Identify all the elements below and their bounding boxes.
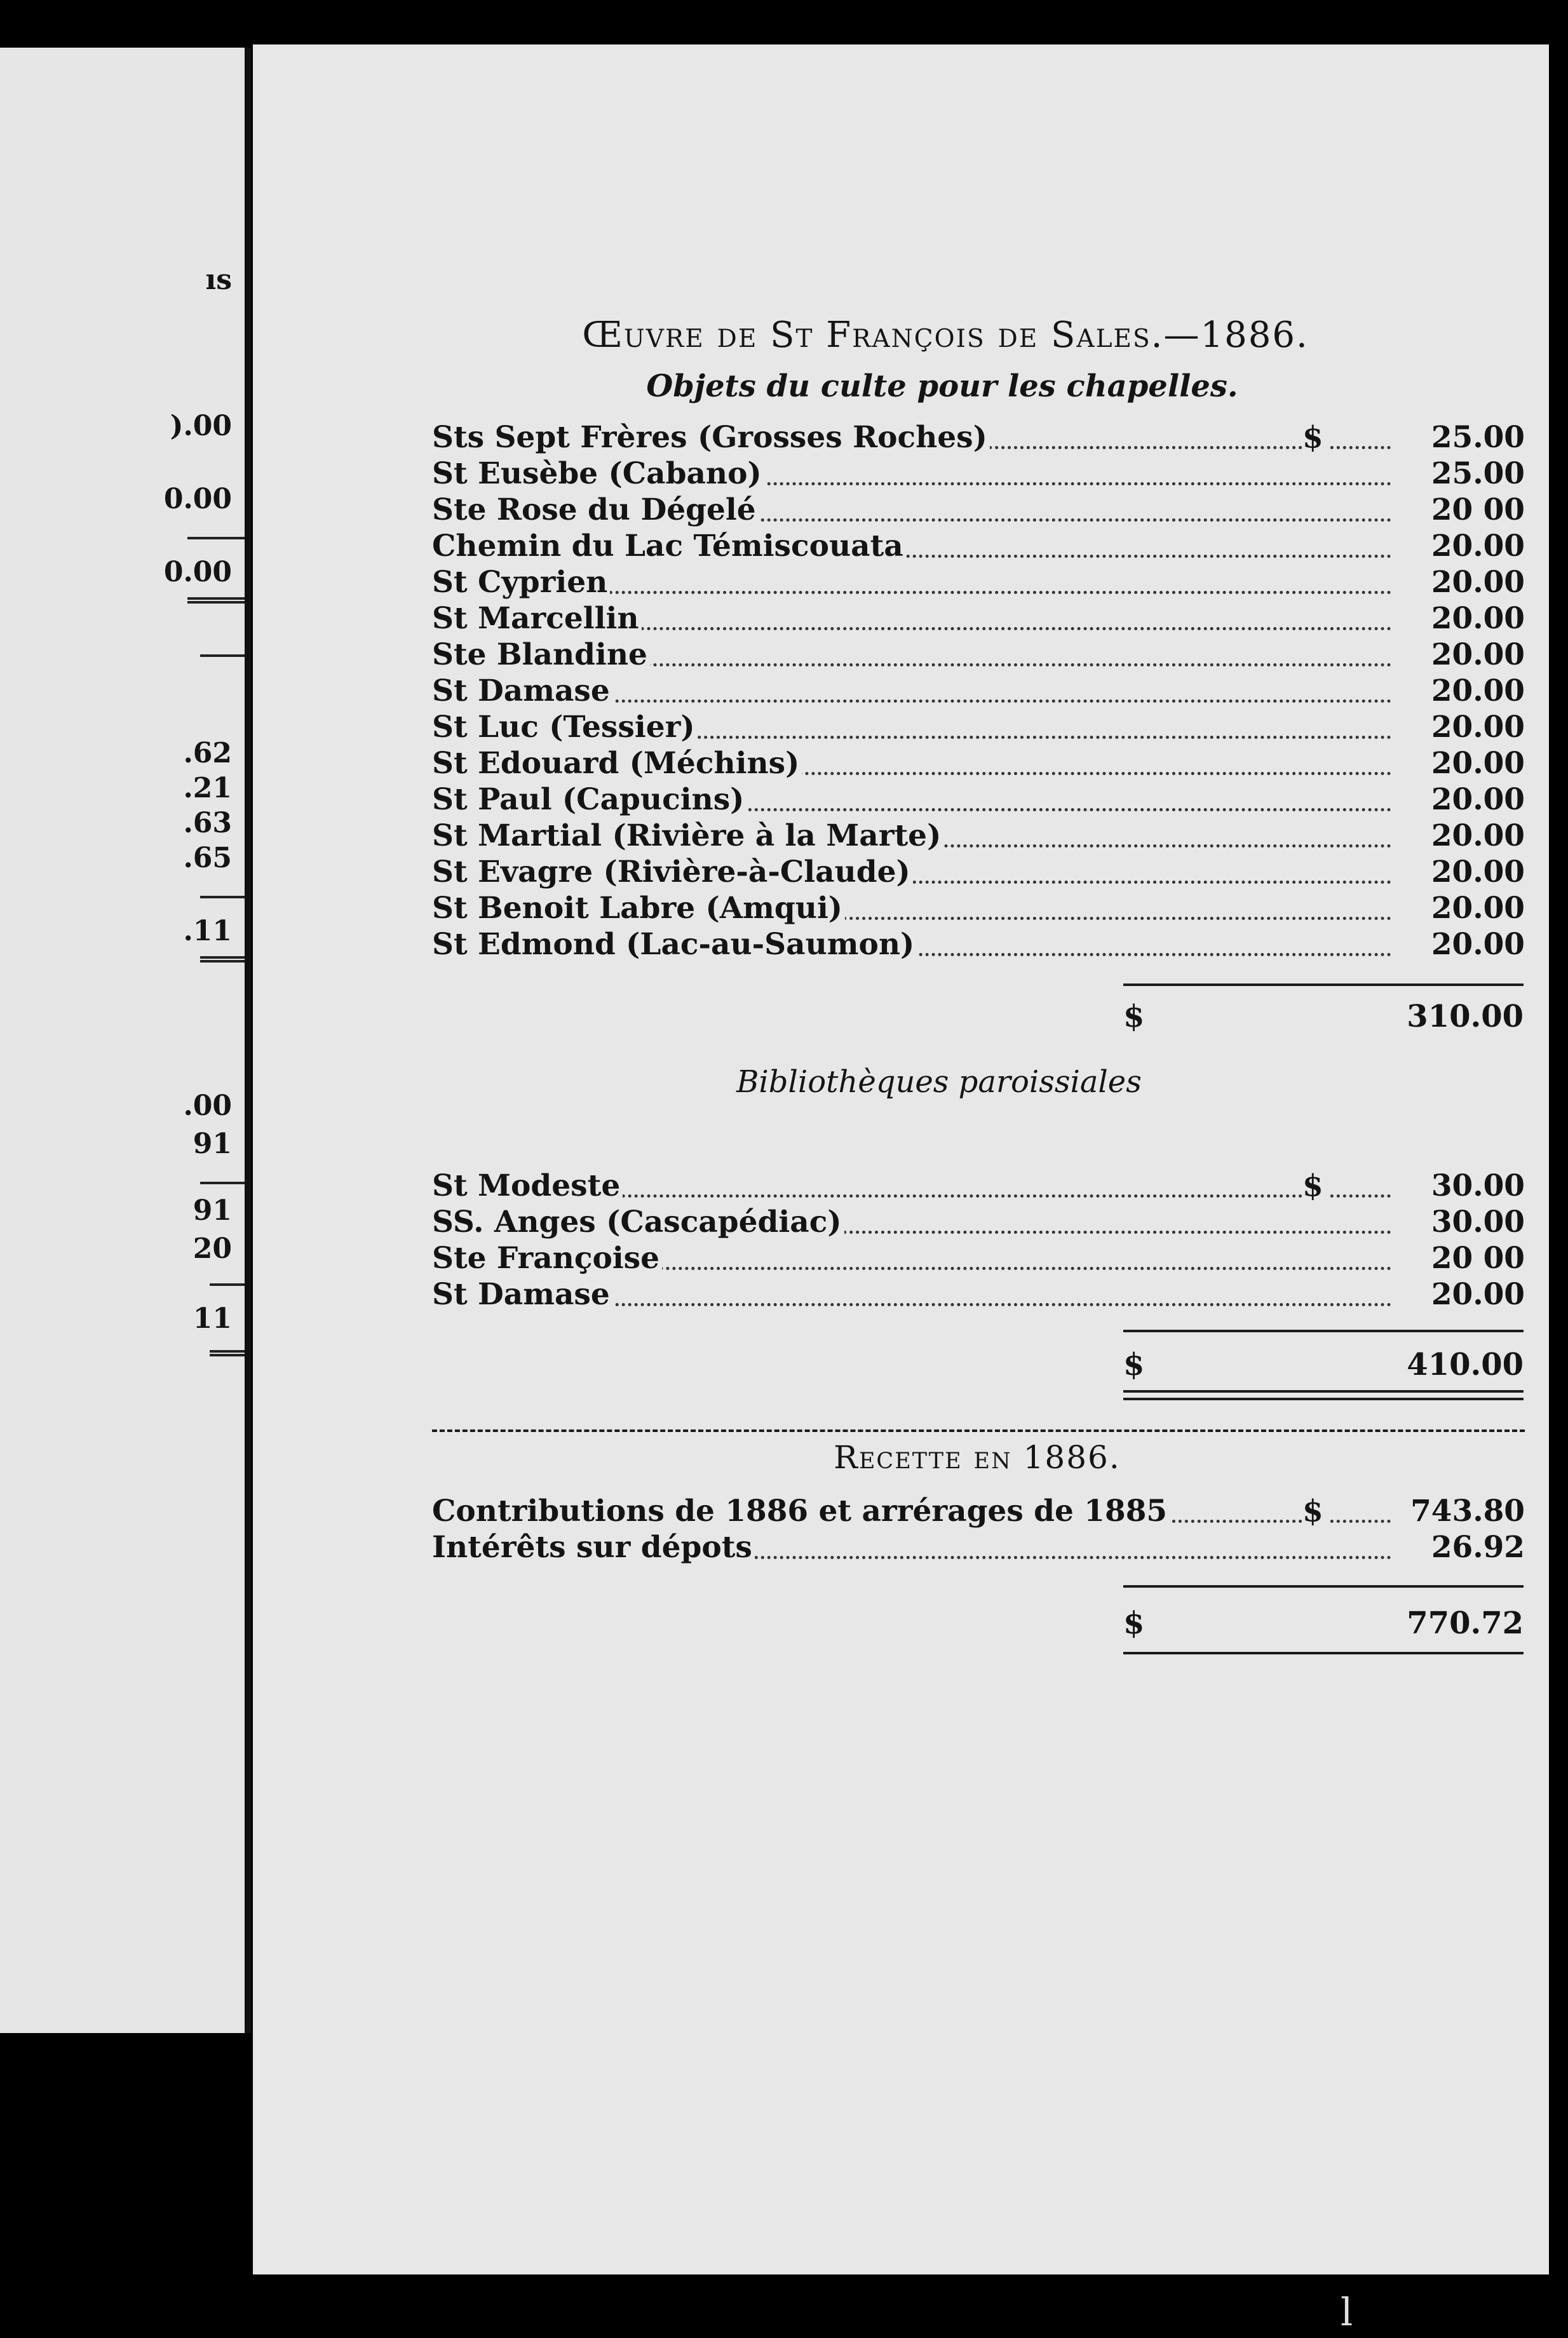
left-rule	[200, 896, 245, 898]
page-title: Œuvre de St François de Sales.—1886.	[582, 314, 1309, 356]
ledger-row	[432, 673, 1525, 710]
row-currency: $	[1302, 1493, 1328, 1530]
row-amount: 20.00	[1431, 637, 1525, 672]
row-amount: 20.00	[1431, 818, 1525, 853]
left-rule	[210, 1283, 245, 1286]
row-label: St Paul (Capucins)	[432, 781, 747, 818]
row-label: Chemin du Lac Témiscouata	[432, 528, 906, 565]
left-rule	[210, 1350, 245, 1356]
left-rule	[187, 537, 245, 539]
document-page	[253, 44, 1549, 2274]
left-fragment: ).00	[170, 410, 232, 442]
ledger-row	[432, 1204, 1525, 1241]
left-fragment: 91	[193, 1128, 232, 1160]
left-fragment: ıs	[205, 264, 232, 296]
row-amount: 20 00	[1431, 1241, 1525, 1276]
left-rule	[200, 1182, 245, 1184]
row-amount: 20.00	[1431, 710, 1525, 745]
left-fragment: .65	[183, 842, 232, 874]
left-fragment: .11	[183, 915, 232, 947]
ledger-row	[432, 419, 1525, 456]
row-amount: 20.00	[1431, 746, 1525, 781]
row-label: St Edouard (Méchins)	[432, 745, 802, 782]
ledger-row	[432, 564, 1525, 601]
ledger-row	[432, 1240, 1525, 1277]
row-amount: 30.00	[1431, 1205, 1525, 1240]
ledger-row	[432, 637, 1525, 673]
section-title-receipts: Recette en 1886.	[834, 1439, 1121, 1476]
row-label: St Modeste	[432, 1168, 623, 1205]
page-mark: l	[1341, 2290, 1353, 2335]
ledger-row	[432, 818, 1525, 855]
row-label: St Damase	[432, 673, 612, 710]
row-amount: 25.00	[1431, 420, 1525, 455]
row-label: SS. Anges (Cascapédiac)	[432, 1204, 844, 1241]
row-label: St Marcellin	[432, 600, 642, 637]
section-separator	[432, 1429, 1525, 1432]
section-total	[1123, 1604, 1524, 1642]
total-amount: 410.00	[1407, 1347, 1524, 1382]
left-rule	[200, 654, 245, 657]
row-currency: $	[1302, 419, 1328, 456]
ledger-row	[432, 709, 1525, 746]
total-currency: $	[1123, 1605, 1145, 1641]
total-underline	[1123, 1652, 1524, 1654]
ledger-row	[432, 1276, 1525, 1313]
ledger-row	[432, 492, 1525, 529]
total-amount: 770.72	[1407, 1605, 1524, 1641]
row-amount: 20 00	[1431, 492, 1525, 527]
row-amount: 20.00	[1431, 673, 1525, 708]
row-label: St Evagre (Rivière-à-Claude)	[432, 854, 913, 891]
total-amount: 310.00	[1407, 999, 1524, 1034]
left-fragment: .62	[183, 737, 232, 769]
left-fragment: 11	[193, 1302, 232, 1335]
section-total	[1123, 997, 1524, 1036]
row-label: Ste Françoise	[432, 1240, 662, 1277]
row-label: Ste Blandine	[432, 637, 650, 673]
section-title-libraries: Bibliothèques paroissiales	[736, 1064, 1142, 1100]
row-amount: 20.00	[1431, 891, 1525, 926]
left-fragment: .00	[183, 1090, 232, 1122]
ledger-row	[432, 854, 1525, 891]
page-binding	[245, 48, 251, 2033]
row-amount: 20.00	[1431, 565, 1525, 600]
row-amount: 20.00	[1431, 601, 1525, 636]
row-amount: 20.00	[1431, 529, 1525, 564]
section-total	[1123, 1346, 1524, 1384]
subtotal-rule	[1123, 1330, 1524, 1332]
ledger-row	[432, 1493, 1525, 1530]
left-page-fragment	[0, 48, 245, 2033]
row-label: Contributions de 1886 et arrérages de 1885	[432, 1493, 1170, 1530]
row-label: St Martial (Rivière à la Marte)	[432, 818, 943, 855]
total-underline	[1123, 1398, 1524, 1400]
section-title-chapels: Objets du culte pour les chapelles.	[646, 368, 1238, 404]
row-amount: 30.00	[1431, 1168, 1525, 1203]
left-rule	[200, 956, 245, 963]
row-amount: 25.00	[1431, 456, 1525, 491]
row-amount: 20.00	[1431, 855, 1525, 889]
total-currency: $	[1123, 1347, 1145, 1382]
row-label: St Edmond (Lac-au-Saumon)	[432, 926, 917, 963]
ledger-row	[432, 890, 1525, 927]
ledger-row	[432, 1168, 1525, 1205]
row-label: St Damase	[432, 1276, 612, 1313]
row-amount: 26.92	[1431, 1530, 1525, 1565]
ledger-row	[432, 926, 1525, 963]
left-fragment: .21	[183, 772, 232, 804]
row-amount: 20.00	[1431, 782, 1525, 817]
row-label: St Cyprien	[432, 564, 610, 601]
row-label: St Luc (Tessier)	[432, 709, 698, 746]
subtotal-rule	[1123, 1585, 1524, 1588]
left-fragment: 20	[193, 1233, 232, 1265]
left-fragment: 0.00	[163, 556, 232, 588]
left-rule	[187, 597, 245, 604]
ledger-row	[432, 1529, 1525, 1566]
ledger-row	[432, 781, 1525, 818]
ledger-row	[432, 528, 1525, 565]
total-underline	[1123, 1390, 1524, 1393]
row-currency: $	[1302, 1168, 1328, 1205]
row-amount: 743.80	[1410, 1494, 1525, 1529]
left-fragment: .63	[183, 807, 232, 839]
row-amount: 20.00	[1431, 927, 1525, 962]
subtotal-rule	[1123, 983, 1524, 986]
row-amount: 20.00	[1431, 1277, 1525, 1312]
row-label: Intérêts sur dépots	[432, 1529, 755, 1566]
row-label: St Benoit Labre (Amqui)	[432, 890, 845, 927]
total-currency: $	[1123, 999, 1145, 1034]
row-label: Ste Rose du Dégelé	[432, 492, 759, 529]
ledger-row	[432, 600, 1525, 637]
left-fragment: 0.00	[163, 483, 232, 515]
left-fragment: 91	[193, 1194, 232, 1227]
ledger-row	[432, 456, 1525, 492]
row-label: Sts Sept Frères (Grosses Roches)	[432, 419, 990, 456]
row-label: St Eusèbe (Cabano)	[432, 456, 764, 492]
ledger-row	[432, 745, 1525, 782]
